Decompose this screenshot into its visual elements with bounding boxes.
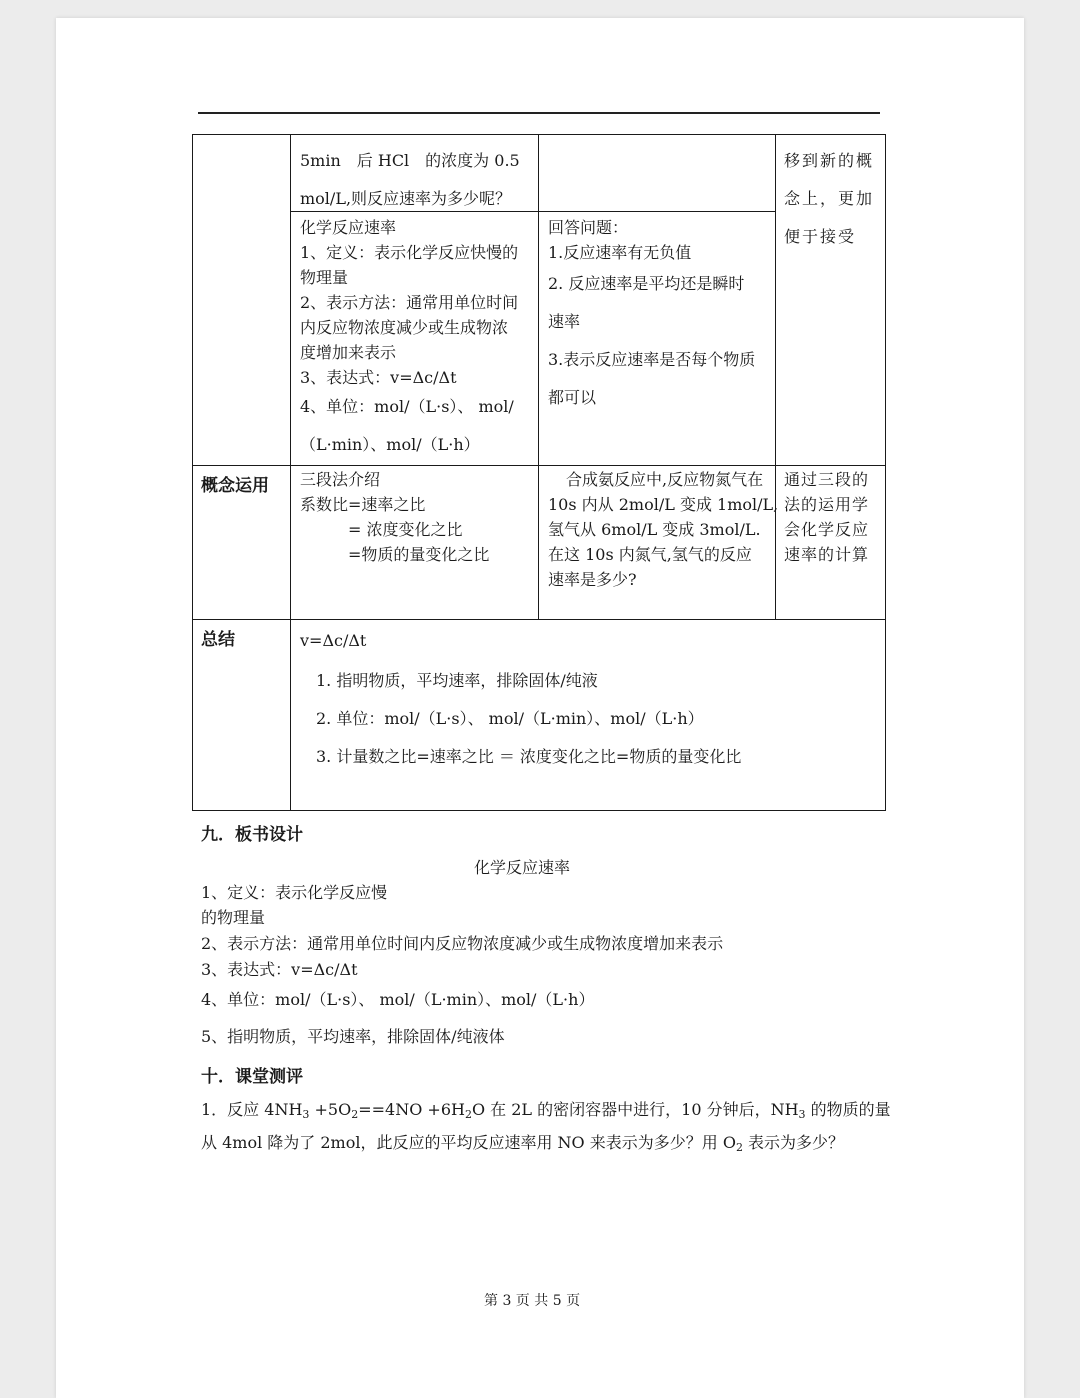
text-line: 速率的计算	[784, 545, 870, 564]
table-border-top	[192, 134, 886, 135]
text-line: 度增加来表示	[300, 343, 397, 362]
table-border-bottom	[192, 810, 886, 811]
text-line: 在这 10s 内氮气,氢气的反应	[548, 545, 752, 564]
text-line: 法的运用学	[784, 495, 870, 514]
text-fragment: ==4NO +6H	[358, 1100, 465, 1119]
subscript: 3	[302, 1108, 310, 1121]
text-line: 都可以	[548, 388, 597, 407]
text-fragment: 的物质的量	[805, 1100, 891, 1119]
text-fragment: 表示为多少？	[742, 1133, 845, 1152]
summary-line: 3. 计量数之比=速率之比 ＝ 浓度变化之比=物质的量变化比	[316, 747, 742, 766]
text-line: 三段法介绍	[300, 470, 381, 489]
text-line: 10s 内从 2mol/L 变成 1mol/L,	[548, 495, 779, 514]
text-line: 通过三段的	[784, 470, 870, 489]
summary-line: 2. 单位：mol/（L·s）、 mol/（L·min）、mol/（L·h）	[316, 709, 704, 728]
question-1-line-2	[201, 1130, 844, 1154]
row3-content	[300, 467, 489, 567]
section-heading-board-design: 九．板书设计	[201, 825, 303, 845]
text-fragment: 1．反应	[201, 1100, 265, 1119]
text-line: =物质的量变化之比	[348, 545, 490, 564]
row2-content	[300, 215, 518, 457]
text-fragment: 4NH	[264, 1100, 303, 1119]
subscript: 2	[464, 1108, 472, 1121]
text-line: 2. 反应速率是平均还是瞬时	[548, 274, 745, 293]
text-line: 2、表示方法：通常用单位时间	[300, 293, 519, 312]
row1-content	[300, 142, 520, 218]
board-line: 5、指明物质，平均速率，排除固体/纯液体	[201, 1027, 505, 1046]
text-line: 1、定义：表示化学反应快慢的	[300, 243, 519, 262]
text-line: （L·min）、mol/（L·h）	[300, 435, 480, 454]
table-rule	[192, 465, 886, 466]
text-line: 1.反应速率有无负值	[548, 243, 692, 262]
table-rule	[538, 134, 539, 620]
row2-activity	[548, 215, 755, 410]
table-rule	[192, 619, 886, 620]
board-line: 4、单位：mol/（L·s）、 mol/（L·min）、mol/（L·h）	[201, 990, 595, 1009]
text-line: 内反应物浓度减少或生成物浓	[300, 318, 509, 337]
summary-formula: v=Δc/Δt	[300, 631, 367, 650]
board-title: 化学反应速率	[474, 858, 571, 877]
board-line: 2、表示方法：通常用单位时间内反应物浓度减少或生成物浓度增加来表示	[201, 934, 724, 953]
text-line: mol/L,则反应速率为多少呢？	[300, 189, 512, 208]
text-line: 4、单位：mol/（L·s）、 mol/	[300, 397, 514, 416]
row3-intent	[784, 467, 869, 567]
subscript: 2	[735, 1141, 743, 1154]
text-line: 氢气从 6mol/L 变成 3mol/L.	[548, 520, 761, 539]
row1-intent	[784, 142, 874, 256]
summary-line: 1. 指明物质，平均速率，排除固体/纯液	[316, 671, 598, 690]
text-line: 速率	[548, 312, 581, 331]
table-border-left	[192, 134, 193, 811]
table-rule	[290, 134, 291, 811]
text-line: 化学反应速率	[300, 218, 397, 237]
board-line: 3、表达式：v=Δc/Δt	[201, 960, 358, 979]
text-line: 移到新的概	[784, 151, 875, 170]
text-line: 回答问题：	[548, 218, 629, 237]
text-line: 系数比=速率之比	[300, 495, 426, 514]
text-fragment: 从 4mol 降为了 2mol，此反应的平均反应速率用 NO 来表示为多少？用 O	[201, 1133, 736, 1152]
section-heading-assessment: 十．课堂测评	[201, 1067, 303, 1087]
text-line: 物理量	[300, 268, 349, 287]
board-line: 1、定义：表示化学反应慢	[201, 883, 388, 902]
text-line: 速率是多少?	[548, 570, 637, 589]
text-line: 念上，更加	[784, 189, 875, 208]
text-line: 5min 后 HCl 的浓度为 0.5	[300, 151, 520, 170]
text-line: 3.表示反应速率是否每个物质	[548, 350, 756, 369]
subscript: 2	[351, 1108, 359, 1121]
stage-label-apply: 概念运用	[201, 476, 269, 496]
board-line: 的物理量	[201, 908, 266, 927]
text-fragment: O 在 2L 的密闭容器中进行，10 分钟后，NH	[471, 1100, 799, 1119]
text-line: = 浓度变化之比	[348, 520, 463, 539]
header-rule	[198, 112, 880, 114]
table-border-right	[885, 134, 886, 811]
question-1-line-1	[201, 1097, 891, 1121]
page-number: 第 3 页 共 5 页	[484, 1293, 581, 1309]
text-fragment: +5O	[309, 1100, 352, 1119]
text-line: 会化学反应	[784, 520, 870, 539]
text-line: 3、表达式：v=Δc/Δt	[300, 368, 457, 387]
subscript: 3	[798, 1108, 806, 1121]
row3-activity	[548, 467, 778, 592]
stage-label-summary: 总结	[201, 630, 235, 650]
text-line: 合成氨反应中,反应物氮气在	[566, 470, 764, 489]
text-line: 便于接受	[784, 227, 857, 246]
